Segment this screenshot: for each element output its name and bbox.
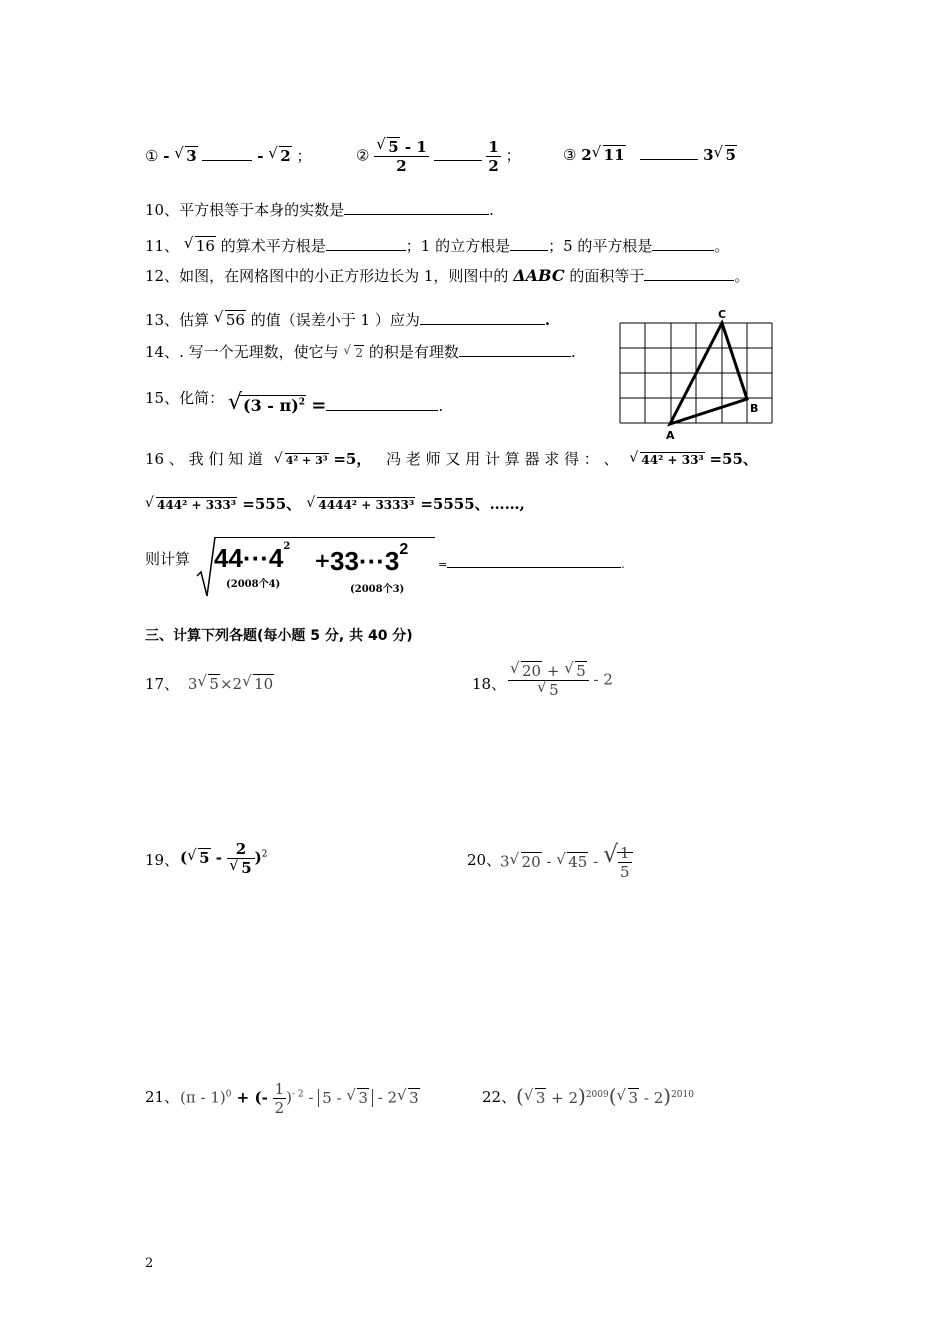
period: . xyxy=(570,343,576,361)
question-15 xyxy=(145,387,224,408)
count-note-4: (2008个4) xyxy=(226,579,281,590)
sqrt-5: √ 5 xyxy=(713,143,736,164)
equals-sign: = xyxy=(311,395,327,416)
separator: ； xyxy=(505,146,521,165)
big-expression-33: 33···32 xyxy=(330,541,409,576)
question-16-line-1 xyxy=(145,448,758,469)
answer-blank-12[interactable] xyxy=(644,266,734,281)
thirty-three-dots-three: 33···3 xyxy=(330,546,400,576)
question-18 xyxy=(472,673,506,694)
question-12-text-1: 12、如图，在网格图中的小正方形边长为 1，则图中的 xyxy=(145,267,509,285)
result-555: =555、 xyxy=(242,495,302,513)
sqrt-3: √ 3 xyxy=(174,144,197,165)
question-9-part-3 xyxy=(563,145,737,164)
question-number: 20、 xyxy=(467,851,502,869)
result-5: =5， xyxy=(333,450,372,468)
circled-1: ① xyxy=(145,147,159,165)
period: . xyxy=(489,201,494,219)
question-9-part-2 xyxy=(356,135,521,175)
question-22 xyxy=(482,1086,516,1107)
answer-blank-11-3[interactable] xyxy=(652,236,714,251)
triangle-abc: ΔABC xyxy=(513,266,565,285)
q17-expression: 3 √ 5×2 √ 10 xyxy=(187,672,274,693)
page-number: 2 xyxy=(145,1256,154,1271)
question-11-text-2: ；1 的立方根是 xyxy=(405,237,511,255)
question-number: 11、 xyxy=(145,237,180,255)
question-9-row xyxy=(145,145,312,166)
answer-blank-9-3[interactable] xyxy=(640,145,698,160)
question-10-text: 10、平方根等于本身的实数是 xyxy=(145,201,345,219)
section-3-title: 三、计算下列各题(每小题 5 分, 共 40 分) xyxy=(145,628,413,644)
question-21 xyxy=(145,1086,179,1107)
coefficient: 3 xyxy=(703,146,714,164)
vertex-label-a: A xyxy=(666,429,675,442)
q22-expression: ( √ 3 + 2)$^{2009}$( √ 3 - 2)$^{2010}$ xyxy=(516,1084,694,1108)
question-number: 19、 xyxy=(145,851,180,869)
question-number: 17、 xyxy=(145,675,180,693)
period: . xyxy=(544,311,551,329)
question-17 xyxy=(145,673,274,694)
answer-blank-13[interactable] xyxy=(420,310,545,325)
question-13 xyxy=(145,309,550,330)
sqrt-44sq-33cube: √ 44² + 33³ xyxy=(629,450,704,467)
result-55: =55、 xyxy=(709,450,758,468)
sqrt-4sq-3cube: √ 4² + 3³ xyxy=(273,451,328,467)
grid-figure xyxy=(618,307,778,442)
answer-blank-9-1[interactable] xyxy=(202,146,252,161)
fraction-root5-minus1-over-2: √ 5 - 1 2 xyxy=(376,135,427,175)
question-14-text-1: 14、. 写一个无理数，使它与 xyxy=(145,343,339,361)
coefficient: 2 xyxy=(581,146,592,164)
question-15-text: 15、化简： xyxy=(145,389,225,407)
question-number: 21、 xyxy=(145,1088,180,1106)
sqrt-2-small: √ 2 xyxy=(343,343,364,360)
result-5555: =5555、……, xyxy=(420,495,525,513)
sqrt-444sq-333cube: √ 444² + 333³ xyxy=(145,495,237,512)
sqrt-56: √ 56 xyxy=(213,308,245,329)
plus-sign: + xyxy=(314,548,331,572)
question-16-text-3: 则计算 xyxy=(145,550,191,568)
question-16-answer xyxy=(438,553,625,571)
question-number: 18、 xyxy=(472,675,507,693)
sqrt-16: √ 16 xyxy=(183,234,215,255)
negative-sign: - xyxy=(163,147,170,165)
period: 。 xyxy=(734,267,750,285)
question-20 xyxy=(467,849,501,870)
forty-four-dots-four: 44···4 xyxy=(214,543,284,573)
q19-expression: ( √ 5 - 2 √ 5 )$^2$ xyxy=(180,840,268,877)
question-14 xyxy=(145,341,576,362)
q18-fraction: √ 20 + √ 5 √ 5 xyxy=(508,662,589,699)
negative-sign: - xyxy=(257,147,264,165)
answer-blank-15[interactable] xyxy=(326,396,438,411)
separator: ； xyxy=(296,147,312,165)
period: 。 xyxy=(714,237,730,255)
question-12-text-2: 的面积等于 xyxy=(569,267,645,285)
period: . xyxy=(438,397,444,415)
question-10 xyxy=(145,199,494,220)
fraction-one-half: $\frac{1}{2}$ xyxy=(488,138,499,175)
answer-blank-11-1[interactable] xyxy=(326,236,406,251)
question-16-text-1: 16 、 我 们 知 道 xyxy=(145,450,263,468)
big-expression-44: $44\cdot\cdot\cdot 4^2$ xyxy=(214,541,291,573)
sqrt-2: √ 2 xyxy=(268,144,291,165)
answer-blank-11-2[interactable] xyxy=(510,236,548,251)
q20-expression: 3 √ 20 - √ 45 - √ $\frac{1}{5}$ xyxy=(500,844,633,881)
question-16-line-3 xyxy=(145,548,190,569)
circled-2: ② xyxy=(356,146,370,165)
question-11-text-3: ；5 的平方根是 xyxy=(548,237,653,255)
sqrt-11: √ 11 xyxy=(591,143,625,164)
period: . xyxy=(621,558,625,571)
big-radical-sign xyxy=(196,536,216,598)
count-note-3: (2008个3) xyxy=(350,584,405,595)
big-radical-bar xyxy=(215,537,435,538)
answer-blank-9-2[interactable] xyxy=(434,146,482,161)
minus-two: - 2 xyxy=(593,670,613,689)
sqrt-4444sq-3333cube: √ 4444² + 3333³ xyxy=(306,495,415,512)
q19-fraction: 2 √ 5 xyxy=(227,840,254,877)
question-16-line-2 xyxy=(145,493,525,514)
vertex-label-b: B xyxy=(750,402,759,415)
question-11-text-1: 的算术平方根是 xyxy=(220,237,326,255)
question-12 xyxy=(145,265,749,286)
question-16-text-2: 冯 老 师 又 用 计 算 器 求 得 ： 、 xyxy=(386,450,619,468)
vertex-label-c: C xyxy=(718,308,727,321)
q21-expression: (π - 1)$^0$ + (- $\frac{1}{2}$ )$^{- 2}$ - 5 - √ 3 - 2 √ 3 xyxy=(180,1080,419,1117)
question-14-text-2: 的积是有理数 xyxy=(368,343,459,361)
circled-3: ③ xyxy=(563,146,577,164)
answer-blank-10[interactable] xyxy=(344,200,489,215)
sqrt-3-minus-pi-squared: √ (3 - π)$^2$ xyxy=(228,390,306,415)
q18-expression xyxy=(508,659,613,699)
question-number: 22、 xyxy=(482,1088,517,1106)
question-11 xyxy=(145,235,729,256)
question-13-text-2: 的值（误差小于 1 ）应为 xyxy=(250,311,420,329)
question-13-text-1: 13、估算 xyxy=(145,311,210,329)
answer-blank-16[interactable] xyxy=(447,553,621,568)
equals-sign: = xyxy=(438,558,448,571)
question-19 xyxy=(145,849,179,870)
question-15-expression xyxy=(228,390,444,416)
answer-blank-14[interactable] xyxy=(459,342,571,357)
